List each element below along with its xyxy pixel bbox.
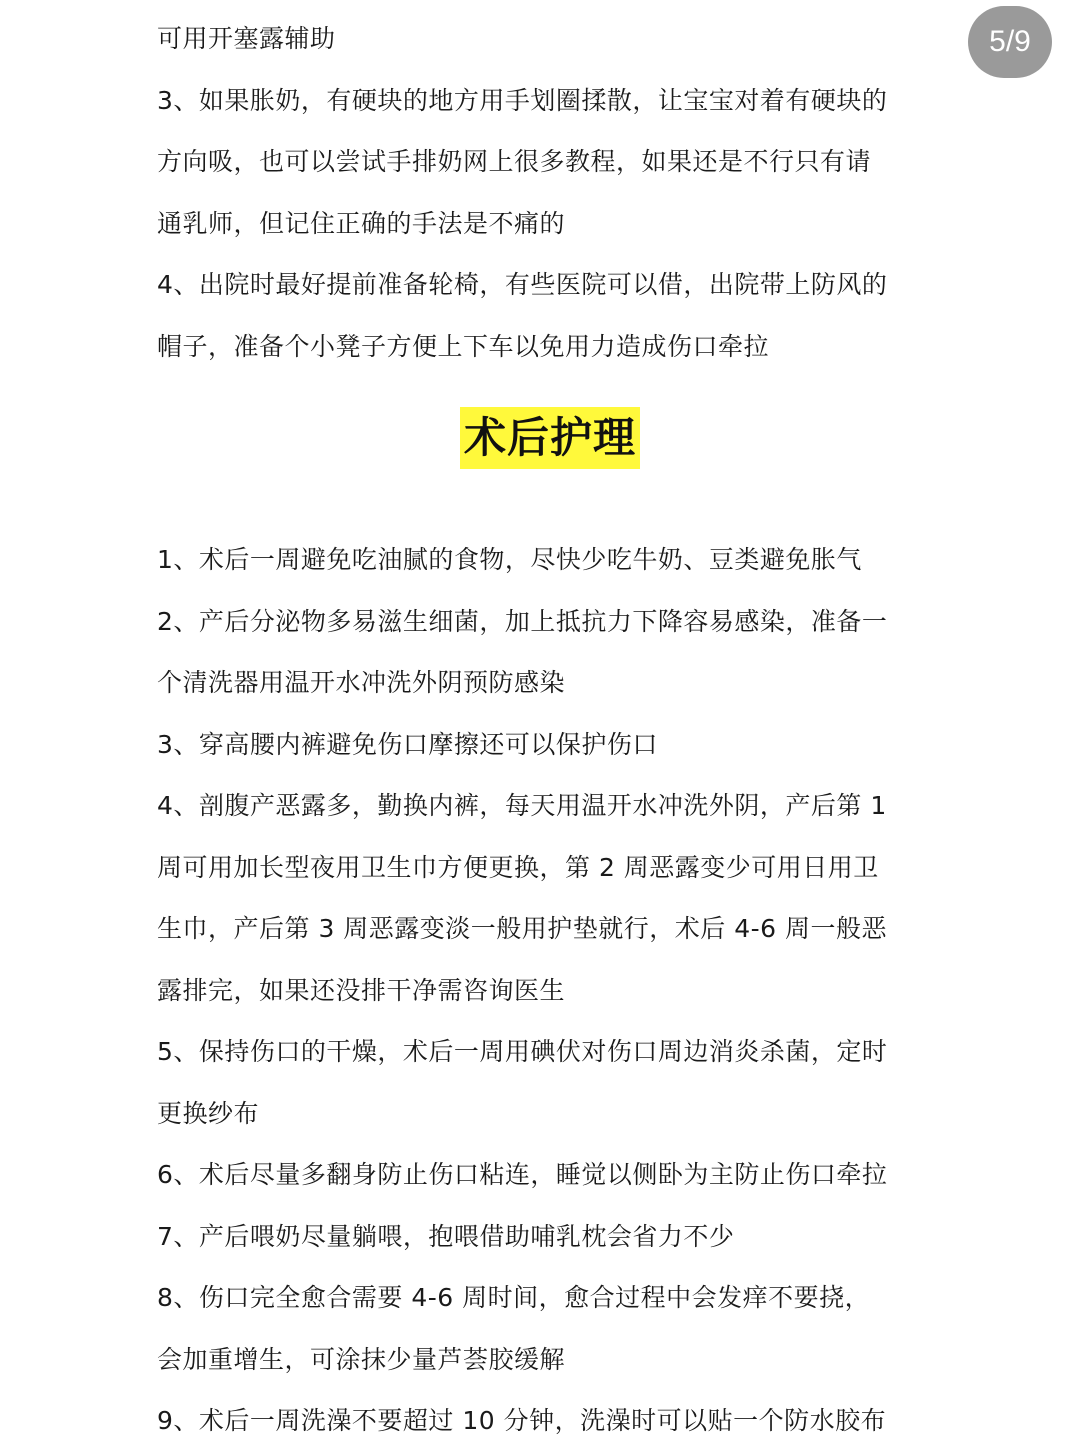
text-line: 6、术后尽量多翻身防止伤口粘连，睡觉以侧卧为主防止伤口牵拉 bbox=[157, 1160, 888, 1189]
article-body bbox=[157, 8, 947, 1452]
text-line: 会加重增生，可涂抹少量芦荟胶缓解 bbox=[157, 1344, 566, 1374]
text-line: 2、产后分泌物多易滋生细菌，加上抵抗力下降容易感染，准备一 bbox=[157, 606, 888, 636]
text-line: 生巾，产后第 3 周恶露变淡一般用护垫就行，术后 4-6 周一般恶 bbox=[157, 914, 888, 943]
text-line: 方向吸，也可以尝试手排奶网上很多教程，如果还是不行只有请 bbox=[157, 147, 872, 176]
text-line: 露排完，如果还没排干净需咨询医生 bbox=[157, 975, 566, 1005]
text-line: 通乳师，但记住正确的手法是不痛的 bbox=[157, 208, 566, 238]
text-line: 帽子，准备个小凳子方便上下车以免用力造成伤口牵拉 bbox=[157, 331, 770, 361]
section-heading-row bbox=[157, 377, 947, 529]
text-line: 7、产后喂奶尽量躺喂，抱喂借助哺乳枕会省力不少 bbox=[157, 1221, 735, 1251]
text-line: 1、术后一周避免吃油腻的食物，尽快少吃牛奶、豆类避免胀气 bbox=[157, 545, 862, 574]
text-line: 更换纱布 bbox=[157, 1098, 260, 1128]
text-line: 3、穿高腰内裤避免伤口摩擦还可以保护伤口 bbox=[157, 729, 658, 759]
text-line: 9、术后一周洗澡不要超过 10 分钟，洗澡时可以贴一个防水胶布 bbox=[157, 1406, 887, 1435]
text-line: 5、保持伤口的干燥，术后一周用碘伏对伤口周边消炎杀菌，定时 bbox=[157, 1037, 888, 1066]
text-line: 4、出院时最好提前准备轮椅，有些医院可以借，出院带上防风的 bbox=[157, 270, 888, 299]
text-line: 3、如果胀奶，有硬块的地方用手划圈揉散，让宝宝对着有硬块的 bbox=[157, 85, 888, 115]
text-line: 4、剖腹产恶露多，勤换内裤，每天用温开水冲洗外阴，产后第 1 bbox=[157, 791, 887, 820]
section-title: 术后护理 bbox=[460, 407, 640, 469]
text-line: 8、伤口完全愈合需要 4-6 周时间，愈合过程中会发痒不要挠， bbox=[157, 1283, 871, 1312]
text-line: 个清洗器用温开水冲洗外阴预防感染 bbox=[157, 668, 566, 697]
text-line: 可用开塞露辅助 bbox=[157, 24, 336, 53]
text-line: 周可用加长型夜用卫生巾方便更换，第 2 周恶露变少可用日用卫 bbox=[157, 852, 879, 882]
section-list bbox=[157, 529, 947, 1452]
page-counter-badge: 5/9 bbox=[968, 6, 1052, 78]
intro-block bbox=[157, 8, 947, 377]
